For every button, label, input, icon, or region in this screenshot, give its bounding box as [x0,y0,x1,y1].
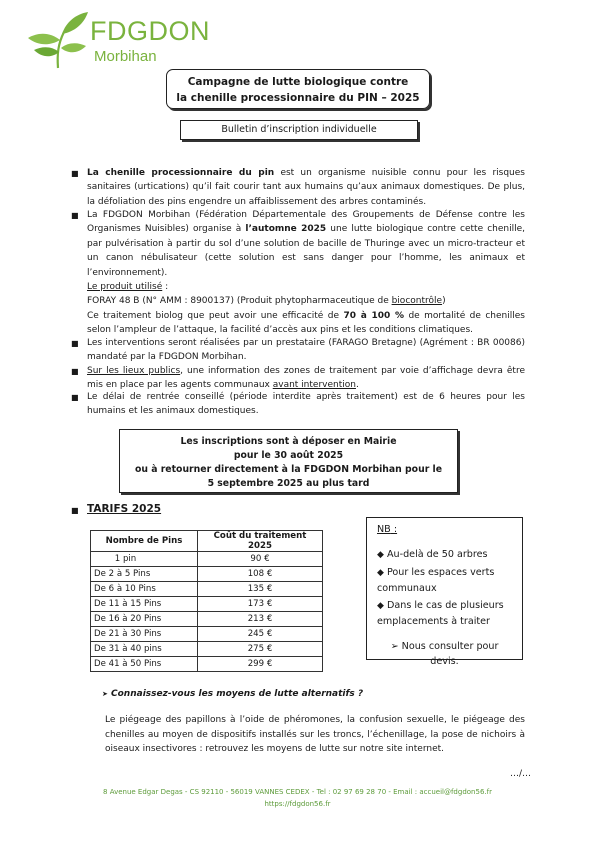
price-cell: 173 € [198,597,323,612]
pins-count-cell: De 6 à 10 Pins [91,582,198,597]
price-cell: 135 € [198,582,323,597]
nb-item [377,565,512,596]
pins-count-cell: De 41 à 50 Pins [91,657,198,672]
pins-count-cell: De 16 à 20 Pins [91,612,198,627]
paragraph-provider: Les interventions seront réalisées par un prestataire (FARAGO Bretagne) (Agrément : BR 00086) mandaté par la FDGDON Morbihan. [87,338,525,363]
price-cell: 275 € [198,642,323,657]
fdgdon-logo [24,10,214,70]
title-line-1: Campagne de lutte biologique contre [187,76,409,88]
diamond-bullet-icon: ◆ [377,550,384,560]
bullet-icon: ■ [71,506,79,515]
bullet-icon: ■ [71,339,79,348]
biocontrole-link[interactable]: biocontrôle [391,296,443,307]
bullet-icon: ■ [71,367,79,376]
bullet-icon: ■ [71,211,79,220]
price-cell: 213 € [198,612,323,627]
table-header-row [91,531,323,552]
pins-count-cell: De 2 à 5 Pins [91,567,198,582]
footer-address: 8 Avenue Edgar Degas - CS 92110 - 56019 VANNES CEDEX - Tel : 02 97 69 28 70 - Email : accueil@fdgdon56.fr [103,788,492,796]
deposit-line-3: ou à retourner directement à la FDGDON Morbihan pour le [134,464,443,475]
nb-item-text: Au-delà de 50 arbres [386,549,488,560]
nb-item [377,547,512,563]
tarifs-title: TARIFS 2025 [87,503,162,515]
nb-item-text: Pour les espaces verts communaux [377,567,495,594]
campaign-text-1: La FDGDON Morbihan (Fédération Départementale des Groupements de Défense contre les Organismes Nuisibles) organise à [87,210,525,235]
intro-bold: La chenille processionnaire du pin [87,168,275,178]
before-intervention-underlined: avant intervention [272,380,356,391]
product-close: ) [442,296,446,307]
public-places-underlined: Sur les lieux publics [87,366,181,376]
table-row [91,612,323,627]
nb-item [377,598,512,629]
diamond-bullet-icon: ◆ [377,601,384,611]
pins-count-cell: De 31 à 40 pins [91,642,198,657]
pins-count-cell: De 21 à 30 Pins [91,627,198,642]
product-label: Le produit utilisé [87,282,163,293]
table-row [91,567,323,582]
alternatives-text: Le piégeage des papillons à l’oide de phéromones, la confusion sexuelle, le piégeage des chenilles au moyen de dispositifs installés sur les troncs, l’échenillage, la pose de nichoirs à oiseaux insectivores : retrouvez les moyens de lutte sur notre site internet. [105,715,525,754]
efficacy-text-2: de mortalité de chenilles selon l’ampleur de l’attaque, la facilité d’accès aux pins et les conditions climatiques. [87,310,525,336]
nb-title-text: NB [377,524,391,535]
table-row [91,582,323,597]
logo-sub-text: Morbihan [94,48,157,65]
product-name: FORAY 48 B (N° AMM : 8900137) (Produit phytopharmaceutique de [87,296,392,307]
pins-count-cell: De 11 à 15 Pins [91,597,198,612]
alternatives-title-text: Connaissez-vous les moyens de lutte alternatifs ? [111,689,364,699]
nb-consult: ➢ Nous consulter pour devis. [390,641,499,667]
intro-text: est un organisme nuisible connu pour les risques sanitaires (urtications) qu’il fait courir tant aux humains qu’aux animaux domestiques. De plus, la défoliation des pins engendre un affaiblissement des arbres contaminés. [87,168,525,207]
table-row [91,552,323,567]
deposit-line-4: 5 septembre 2025 au plus tard [207,478,370,489]
diamond-bullet-icon: ◆ [377,568,384,578]
document-title-box [166,69,430,109]
product-colon: : [162,282,169,293]
price-cell: 245 € [198,627,323,642]
footer-website-link[interactable]: https://fdgdon56.fr [264,800,331,808]
nb-item-text: Dans le cas de plusieurs emplacements à traiter [377,600,504,627]
price-cell: 299 € [198,657,323,672]
deposit-line-2: pour le 30 août 2025 [233,450,344,461]
page-continuation: …/… [510,769,532,779]
bullet-icon: ■ [71,393,79,402]
tarifs-table [90,530,323,672]
public-places-text-1: , une information des zones de traitement par voie d’affichage devra être mis en place par les agents communaux [87,366,525,391]
campaign-bold: l’automne 2025 [245,224,327,235]
public-places-text-2: . [355,380,359,391]
title-line-2: la chenille processionnaire du PIN – 2025 [176,92,420,104]
paragraph-public-places [87,364,525,393]
logo-brand-text: FDGDON [90,16,210,46]
nb-title-colon: : [390,524,398,535]
nb-title [377,522,512,537]
nb-note-box [366,517,523,667]
paragraph-intro [87,166,525,209]
table-row [91,657,323,672]
table-row [91,642,323,657]
document-subtitle: Bulletin d’inscription individuelle [180,120,418,140]
efficacy-text-1: Ce traitement biolog que peut avoir une efficacité de [87,310,344,321]
paragraph-campaign [87,208,525,338]
column-header: Coût du traitement 2025 [198,531,323,552]
bullet-icon: ■ [71,169,79,178]
alternatives-title [102,689,363,699]
leaf-logo-icon [24,10,90,70]
paragraph-reentry: Le délai de rentrée conseillé (période interdite après traitement) est de 6 heures pour les humains et les animaux domestiques. [87,392,525,417]
arrow-bullet-icon: ➤ [102,690,108,698]
deposit-deadline-box [119,429,458,493]
campaign-text-2: une lutte biologique contre cette chenille, par pulvérisation à partir du sol d’une solution de bacille de Thuringe avec un micro-tracteur et un canon nébulisateur (cette solution est sans danger pour l’homme, les animaux et l’environnement). [87,224,526,278]
table-row [91,597,323,612]
pins-count-cell: 1 pin [91,552,198,567]
price-cell: 90 € [198,552,323,567]
column-header: Nombre de Pins [91,531,198,552]
table-row [91,627,323,642]
efficacy-bold: 70 à 100 % [343,310,405,321]
price-cell: 108 € [198,567,323,582]
deposit-line-1: Les inscriptions sont à déposer en Mairie [180,436,397,447]
